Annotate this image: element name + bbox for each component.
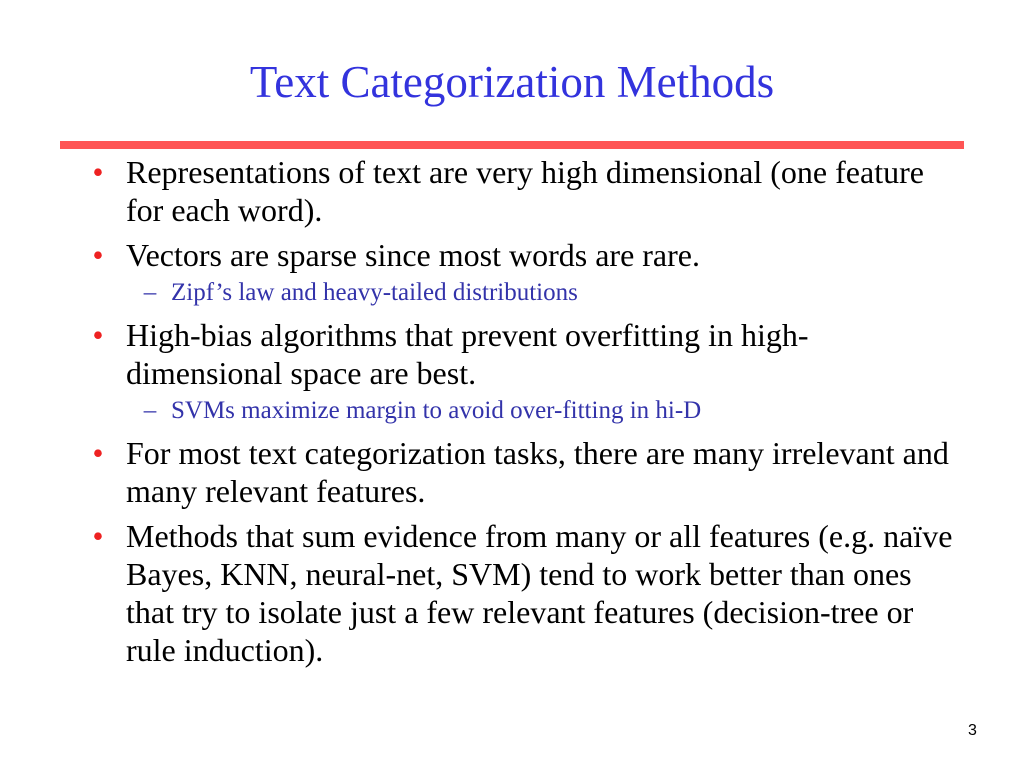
bullet-text: Representations of text are very high dimensional (one feature for each word). — [126, 154, 924, 228]
bullet-icon: • — [92, 154, 104, 190]
bullet-item — [83, 517, 963, 669]
bullet-icon: • — [92, 518, 104, 554]
sub-bullet-text: Zipf’s law and heavy-tailed distributions — [171, 279, 578, 306]
sub-bullet-text: SVMs maximize margin to avoid over-fitting in hi-D — [171, 397, 702, 424]
dash-icon: – — [143, 279, 157, 306]
bullet-icon: • — [92, 435, 104, 471]
bullet-item — [83, 153, 963, 229]
bullet-text: Vectors are sparse since most words are rare. — [126, 237, 700, 273]
bullet-item — [83, 316, 963, 392]
bullet-list — [83, 153, 963, 669]
bullet-text: For most text categorization tasks, there are many irrelevant and many relevant features. — [126, 435, 949, 509]
sub-bullet-item — [83, 395, 963, 427]
bullet-item — [83, 236, 963, 274]
bullet-text: High-bias algorithms that prevent overfitting in high-dimensional space are best. — [126, 317, 809, 391]
dash-icon: – — [143, 397, 157, 424]
bullet-item — [83, 434, 963, 510]
page-number: 3 — [968, 722, 977, 739]
bullet-icon: • — [92, 237, 104, 273]
sub-bullet-item — [83, 277, 963, 309]
bullet-text: Methods that sum evidence from many or all features (e.g. naïve Bayes, KNN, neural-net, SVM) tend to work better than ones that try to isolate just a few relevant features (decision-tree or rule induction). — [126, 518, 953, 668]
slide-title: Text Categorization Methods — [249, 57, 775, 107]
title-divider — [60, 141, 964, 149]
bullet-icon: • — [92, 317, 104, 353]
